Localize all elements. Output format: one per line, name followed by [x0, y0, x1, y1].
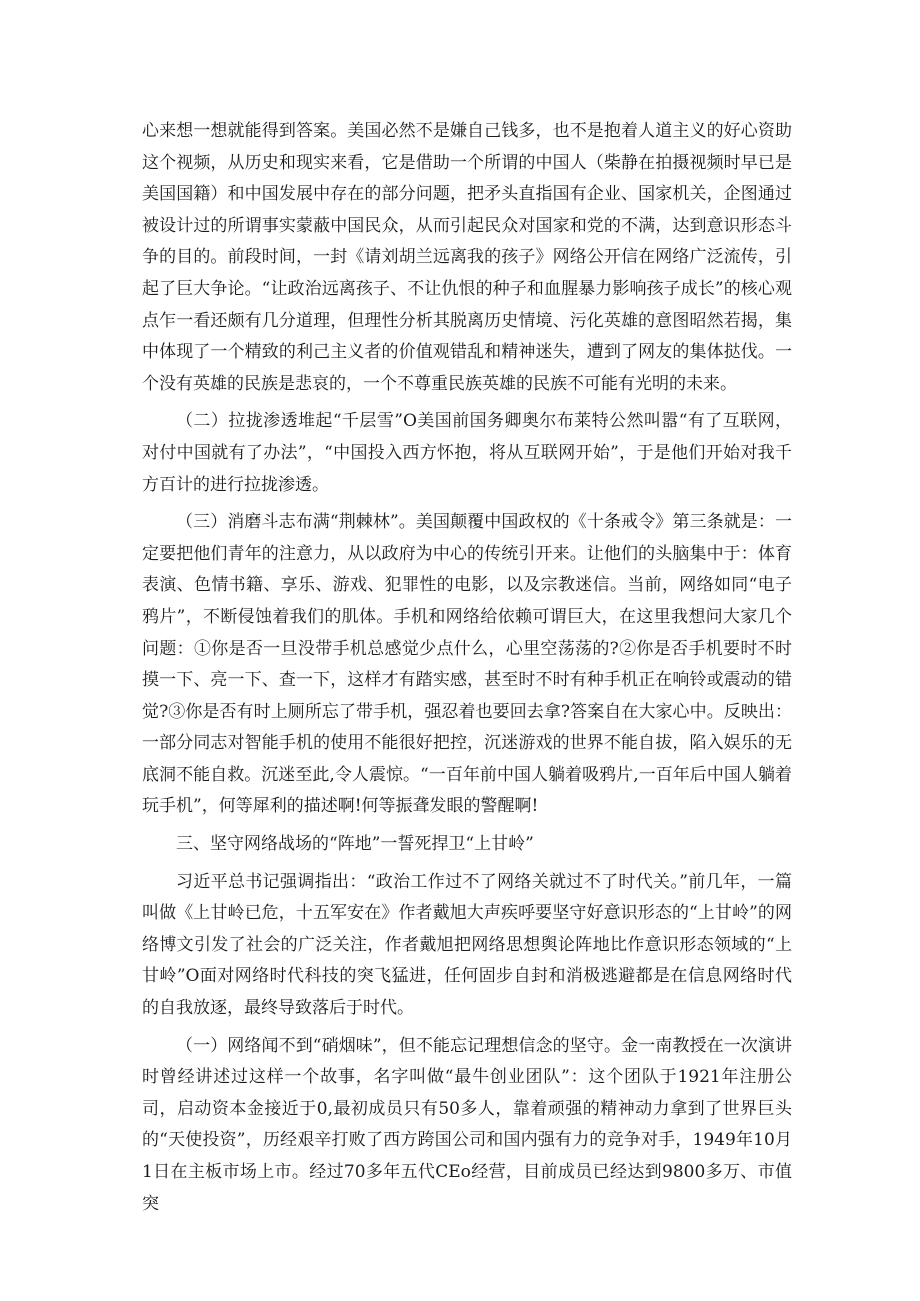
section-heading-3: 三、坚守网络战场的“阵地”一誓死捍卫“上甘岭”	[176, 834, 534, 855]
paragraph-section-2-2: （二）拉拢渗透堆起“千层雪”O美国前国务卿奥尔布莱特公然叫嚣“有了互联网，对付中国就有了办法”，“中国投入西方怀抱，将从互联网开始”，于是他们开始对我千方百计的进行拉拢渗透。	[142, 411, 792, 495]
paragraph-section-3-intro: 习近平总书记强调指出：“政治工作过不了网络关就过不了时代关。”前几年，一篇叫做《上甘岭已危，十五军安在》作者戴旭大声疾呼要坚守好意识形态的“上甘岭”的网络博文引发了社会的广泛关注，作者戴旭把网络思想舆论阵地比作意识形态领域的“上甘岭”O面对网络时代科技的突飞猛进，任何固步自封和消极逃避都是在信息网络时代的自我放逐，最终导致落后于时代。	[142, 871, 792, 1019]
paragraph-continued: 心来想一想就能得到答案。美国必然不是嫌自己钱多，也不是抱着人道主义的好心资助这个视频，从历史和现实来看，它是借助一个所谓的中国人（柴静在拍摄视频时早已是美国国籍）和中国发展中存在的部分问题，把矛头直指国有企业、国家机关，企图通过被设计过的所谓事实蒙蔽中国民众，从而引起民众对国家和党的不满，达到意识形态斗争的目的。前段时间，一封《请刘胡兰远离我的孩子》网络公开信在网络广泛流传，引起了巨大争论。“让政治远离孩子、不让仇恨的种子和血腥暴力影响孩子成长”的核心观点乍一看还颇有几分道理，但理性分析其脱离历史情境、污化英雄的意图昭然若揭，集中体现了一个精致的利己主义者的价值观错乱和精神迷失，遭到了网友的集体挞伐。一个没有英雄的民族是悲哀的，一个不尊重民族英雄的民族不可能有光明的未来。	[142, 121, 792, 394]
paragraph-section-3-1: （一）网络闻不到“硝烟味”，但不能忘记理想信念的坚守。金一南教授在一次演讲时曾经讲述过这样一个故事，名字叫做“最牛创业团队”：这个团队于1921年注册公司，启动资本金接近于0,最初成员只有50多人，靠着顽强的精神动力拿到了世界巨头的“天使投资”，历经艰辛打败了西方跨国公司和国内强有力的竞争对手，1949年10月1日在主板市场上市。经过70多年五代CEo经营，目前成员已经达到9800多万、市值突	[142, 1035, 792, 1214]
document-page	[142, 116, 792, 1226]
paragraph-section-2-3: （三）消磨斗志布满“荆棘林”。美国颠覆中国政权的《十条戒令》第三条就是：一定要把他们青年的注意力，从以政府为中心的传统引开来。让他们的头脑集中于：体育表演、色情书籍、享乐、游戏、犯罪性的电影，以及宗教迷信。当前，网络如同“电子鸦片”，不断侵蚀着我们的肌体。手机和网络给依赖可谓巨大，在这里我想问大家几个问题：①你是否一旦没带手机总感觉少点什么，心里空荡荡的?②你是否手机要时不时摸一下、亮一下、查一下，这样才有踏实感，甚至时不时有种手机正在响铃或震动的错觉?③你是否有时上厕所忘了带手机，强忍着也要回去拿?答案自在大家心中。反映出：一部分同志对智能手机的使用不能很好把控，沉迷游戏的世界不能自拔，陷入娱乐的无底洞不能自救。沉迷至此,令人震惊。“一百年前中国人躺着吸鸦片,一百年后中国人躺着玩手机”，何等犀利的描述啊!何等振聋发眼的警醒啊!	[142, 512, 792, 817]
